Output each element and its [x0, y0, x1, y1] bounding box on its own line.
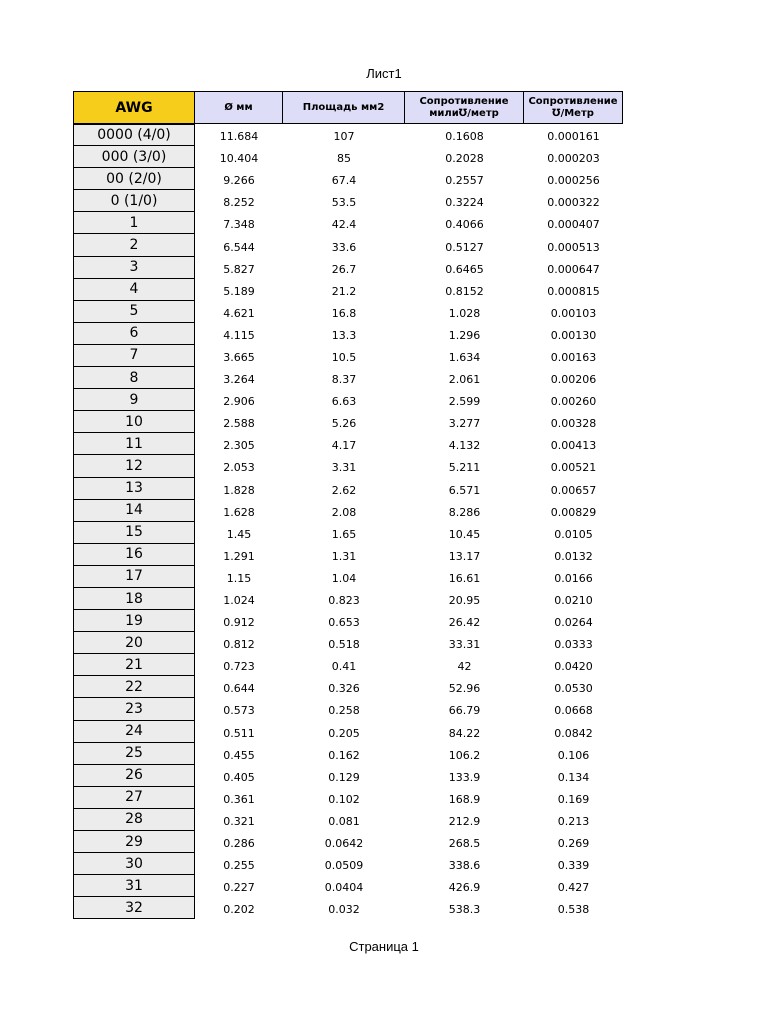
- area-cell: 0.032: [328, 903, 360, 917]
- awg-cell: 17: [73, 566, 195, 588]
- resistance-cell: 0.169: [557, 792, 590, 806]
- resistance-cell: 0.00163: [550, 350, 597, 364]
- resistance-milli-cell: 66.79: [448, 704, 481, 718]
- awg-cell: 23: [73, 698, 195, 720]
- resistance-milli-cell: 133.9: [448, 770, 481, 784]
- resistance-milli-cell: 1.028: [448, 306, 481, 320]
- resistance-milli-cell: 5.211: [448, 461, 481, 475]
- awg-cell: 3: [73, 257, 195, 279]
- table-body: [73, 124, 623, 919]
- awg-cell: 0000 (4/0): [73, 124, 195, 146]
- table-row: [73, 743, 623, 765]
- area-cell: 0.102: [328, 792, 360, 806]
- table-row: [73, 698, 623, 720]
- awg-cell: 12: [73, 455, 195, 477]
- awg-cell: 00 (2/0): [73, 168, 195, 190]
- area-cell: 0.205: [328, 726, 360, 740]
- area-cell: 26.7: [331, 262, 357, 276]
- area-cell: 1.65: [331, 527, 357, 541]
- resistance-cell: 0.339: [557, 859, 590, 873]
- resistance-cell: 0.134: [557, 770, 590, 784]
- resistance-milli-cell: 3.277: [448, 417, 481, 431]
- table-header-row: [73, 91, 623, 124]
- awg-cell: 2: [73, 234, 195, 256]
- diameter-cell: 0.912: [223, 616, 255, 630]
- header-resistance: Сопротивление ℧/Метр: [523, 91, 623, 124]
- awg-cell: 25: [73, 743, 195, 765]
- resistance-milli-cell: 0.4066: [445, 218, 484, 232]
- awg-cell: 8: [73, 367, 195, 389]
- area-cell: 0.0404: [324, 881, 364, 895]
- resistance-cell: 0.0264: [554, 616, 593, 630]
- awg-cell: 29: [73, 831, 195, 853]
- diameter-cell: 8.252: [223, 196, 255, 210]
- diameter-cell: 0.405: [223, 770, 255, 784]
- resistance-milli-cell: 106.2: [448, 748, 481, 762]
- diameter-cell: 3.665: [223, 350, 255, 364]
- table-row: [73, 566, 623, 588]
- table-row: [73, 257, 623, 279]
- resistance-cell: 0.00413: [550, 439, 597, 453]
- resistance-cell: 0.00206: [550, 373, 597, 387]
- awg-cell: 13: [73, 478, 195, 500]
- awg-cell: 24: [73, 721, 195, 743]
- resistance-cell: 0.269: [557, 837, 590, 851]
- resistance-cell: 0.000203: [547, 152, 600, 166]
- resistance-cell: 0.000161: [547, 130, 600, 144]
- awg-cell: 27: [73, 787, 195, 809]
- diameter-cell: 0.812: [223, 638, 255, 652]
- table-row: [73, 831, 623, 853]
- area-cell: 13.3: [331, 328, 357, 342]
- table-row: [73, 765, 623, 787]
- diameter-cell: 0.202: [223, 903, 255, 917]
- resistance-milli-cell: 0.6465: [445, 262, 484, 276]
- table-row: [73, 455, 623, 477]
- table-row: [73, 544, 623, 566]
- diameter-cell: 2.305: [223, 439, 255, 453]
- resistance-cell: 0.0842: [554, 726, 593, 740]
- table-row: [73, 367, 623, 389]
- resistance-milli-cell: 426.9: [448, 881, 481, 895]
- resistance-milli-cell: 0.2557: [445, 174, 484, 188]
- resistance-milli-cell: 0.3224: [445, 196, 484, 210]
- area-cell: 0.653: [328, 616, 360, 630]
- resistance-milli-cell: 16.61: [448, 571, 481, 585]
- area-cell: 0.162: [328, 748, 360, 762]
- resistance-milli-cell: 20.95: [448, 594, 481, 608]
- diameter-cell: 0.286: [223, 837, 255, 851]
- awg-cell: 31: [73, 875, 195, 897]
- awg-cell: 4: [73, 279, 195, 301]
- table-row: [73, 853, 623, 875]
- awg-cell: 9: [73, 389, 195, 411]
- table-row: [73, 389, 623, 411]
- diameter-cell: 5.827: [223, 262, 255, 276]
- resistance-milli-cell: 0.1608: [445, 130, 484, 144]
- resistance-cell: 0.0420: [554, 660, 593, 674]
- awg-cell: 000 (3/0): [73, 146, 195, 168]
- diameter-cell: 3.264: [223, 373, 255, 387]
- table-row: [73, 345, 623, 367]
- table-row: [73, 610, 623, 632]
- header-diameter: Ø мм: [194, 91, 283, 124]
- table-row: [73, 809, 623, 831]
- diameter-cell: 2.588: [223, 417, 255, 431]
- area-cell: 0.823: [328, 594, 360, 608]
- resistance-cell: 0.000815: [547, 284, 600, 298]
- resistance-milli-cell: 2.599: [448, 395, 481, 409]
- table-row: [73, 146, 623, 168]
- diameter-cell: 0.723: [223, 660, 255, 674]
- page-footer: Страница 1: [349, 939, 419, 954]
- resistance-cell: 0.00521: [550, 461, 597, 475]
- diameter-cell: 0.321: [223, 814, 255, 828]
- resistance-cell: 0.0105: [554, 527, 593, 541]
- table-row: [73, 654, 623, 676]
- resistance-cell: 0.000256: [547, 174, 600, 188]
- diameter-cell: 0.644: [223, 682, 255, 696]
- diameter-cell: 5.189: [223, 284, 255, 298]
- resistance-milli-cell: 4.132: [448, 439, 481, 453]
- diameter-cell: 1.024: [223, 594, 255, 608]
- resistance-milli-cell: 0.5127: [445, 240, 484, 254]
- area-cell: 0.081: [328, 814, 360, 828]
- table-row: [73, 500, 623, 522]
- area-cell: 1.04: [331, 571, 357, 585]
- resistance-cell: 0.00260: [550, 395, 597, 409]
- table-row: [73, 721, 623, 743]
- area-cell: 0.258: [328, 704, 360, 718]
- table-row: [73, 190, 623, 212]
- awg-cell: 26: [73, 765, 195, 787]
- area-cell: 3.31: [331, 461, 357, 475]
- resistance-milli-cell: 33.31: [448, 638, 481, 652]
- header-awg: AWG: [73, 91, 195, 124]
- resistance-milli-cell: 10.45: [448, 527, 481, 541]
- awg-cell: 1: [73, 212, 195, 234]
- resistance-milli-cell: 84.22: [448, 726, 481, 740]
- area-cell: 53.5: [331, 196, 357, 210]
- area-cell: 8.37: [331, 373, 357, 387]
- area-cell: 2.62: [331, 483, 357, 497]
- resistance-cell: 0.00657: [550, 483, 597, 497]
- table-row: [73, 588, 623, 610]
- resistance-cell: 0.538: [557, 903, 590, 917]
- awg-cell: 30: [73, 853, 195, 875]
- area-cell: 0.0642: [324, 837, 364, 851]
- header-resistance-milli: Сопротивление мили℧/метр: [404, 91, 524, 124]
- area-cell: 33.6: [331, 240, 357, 254]
- area-cell: 42.4: [331, 218, 357, 232]
- table-row: [73, 301, 623, 323]
- awg-cell: 28: [73, 809, 195, 831]
- awg-cell: 0 (1/0): [73, 190, 195, 212]
- awg-cell: 32: [73, 897, 195, 919]
- resistance-milli-cell: 6.571: [448, 483, 481, 497]
- awg-cell: 6: [73, 323, 195, 345]
- diameter-cell: 0.511: [223, 726, 255, 740]
- resistance-cell: 0.00829: [550, 505, 597, 519]
- table-row: [73, 323, 623, 345]
- table-row: [73, 234, 623, 256]
- resistance-cell: 0.0333: [554, 638, 593, 652]
- resistance-milli-cell: 0.2028: [445, 152, 484, 166]
- diameter-cell: 1.45: [226, 527, 252, 541]
- diameter-cell: 2.053: [223, 461, 255, 475]
- table-row: [73, 433, 623, 455]
- awg-cell: 14: [73, 500, 195, 522]
- resistance-cell: 0.0132: [554, 549, 593, 563]
- resistance-milli-cell: 2.061: [448, 373, 481, 387]
- resistance-milli-cell: 26.42: [448, 616, 481, 630]
- table-row: [73, 168, 623, 190]
- diameter-cell: 1.15: [226, 571, 252, 585]
- resistance-milli-cell: 8.286: [448, 505, 481, 519]
- resistance-milli-cell: 52.96: [448, 682, 481, 696]
- resistance-milli-cell: 168.9: [448, 792, 481, 806]
- area-cell: 16.8: [331, 306, 357, 320]
- area-cell: 6.63: [331, 395, 357, 409]
- resistance-milli-cell: 538.3: [448, 903, 481, 917]
- area-cell: 5.26: [331, 417, 357, 431]
- area-cell: 2.08: [331, 505, 357, 519]
- resistance-cell: 0.00103: [550, 306, 597, 320]
- area-cell: 0.129: [328, 770, 360, 784]
- awg-cell: 22: [73, 676, 195, 698]
- table-row: [73, 676, 623, 698]
- resistance-cell: 0.106: [557, 748, 590, 762]
- table-row: [73, 279, 623, 301]
- table-row: [73, 897, 623, 919]
- diameter-cell: 1.628: [223, 505, 255, 519]
- resistance-cell: 0.0166: [554, 571, 593, 585]
- resistance-milli-cell: 338.6: [448, 859, 481, 873]
- diameter-cell: 4.115: [223, 328, 255, 342]
- table-row: [73, 212, 623, 234]
- area-cell: 67.4: [331, 174, 357, 188]
- diameter-cell: 2.906: [223, 395, 255, 409]
- area-cell: 4.17: [331, 439, 357, 453]
- awg-cell: 15: [73, 522, 195, 544]
- resistance-cell: 0.00328: [550, 417, 597, 431]
- diameter-cell: 10.404: [219, 152, 259, 166]
- diameter-cell: 0.573: [223, 704, 255, 718]
- resistance-cell: 0.00130: [550, 328, 597, 342]
- resistance-cell: 0.000647: [547, 262, 600, 276]
- resistance-cell: 0.0668: [554, 704, 593, 718]
- resistance-cell: 0.000407: [547, 218, 600, 232]
- diameter-cell: 6.544: [223, 240, 255, 254]
- diameter-cell: 4.621: [223, 306, 255, 320]
- resistance-milli-cell: 42: [457, 660, 472, 674]
- table-row: [73, 875, 623, 897]
- area-cell: 10.5: [331, 350, 357, 364]
- resistance-milli-cell: 1.634: [448, 350, 481, 364]
- resistance-cell: 0.000513: [547, 240, 600, 254]
- resistance-cell: 0.427: [557, 881, 590, 895]
- area-cell: 107: [333, 130, 355, 144]
- table-row: [73, 124, 623, 146]
- awg-cell: 10: [73, 411, 195, 433]
- diameter-cell: 0.361: [223, 792, 255, 806]
- table-row: [73, 478, 623, 500]
- area-cell: 0.41: [331, 660, 357, 674]
- area-cell: 85: [337, 152, 351, 166]
- resistance-milli-cell: 0.8152: [445, 284, 484, 298]
- table-row: [73, 632, 623, 654]
- header-area: Площадь мм2: [282, 91, 405, 124]
- resistance-cell: 0.0210: [554, 594, 593, 608]
- resistance-milli-cell: 268.5: [448, 837, 481, 851]
- area-cell: 21.2: [331, 284, 357, 298]
- diameter-cell: 11.684: [219, 130, 259, 144]
- diameter-cell: 1.291: [223, 549, 255, 563]
- awg-cell: 20: [73, 632, 195, 654]
- diameter-cell: 9.266: [223, 174, 255, 188]
- awg-cell: 16: [73, 544, 195, 566]
- awg-cell: 7: [73, 345, 195, 367]
- diameter-cell: 0.255: [223, 859, 255, 873]
- diameter-cell: 1.828: [223, 483, 255, 497]
- resistance-cell: 0.0530: [554, 682, 593, 696]
- resistance-milli-cell: 1.296: [448, 328, 481, 342]
- diameter-cell: 7.348: [223, 218, 255, 232]
- sheet-title: Лист1: [366, 66, 402, 81]
- diameter-cell: 0.227: [223, 881, 255, 895]
- awg-cell: 18: [73, 588, 195, 610]
- awg-cell: 5: [73, 301, 195, 323]
- awg-cell: 11: [73, 433, 195, 455]
- area-cell: 0.518: [328, 638, 360, 652]
- table-row: [73, 787, 623, 809]
- resistance-cell: 0.000322: [547, 196, 600, 210]
- diameter-cell: 0.455: [223, 748, 255, 762]
- table-row: [73, 522, 623, 544]
- table-row: [73, 411, 623, 433]
- area-cell: 1.31: [331, 549, 357, 563]
- area-cell: 0.0509: [324, 859, 364, 873]
- resistance-milli-cell: 212.9: [448, 814, 481, 828]
- resistance-milli-cell: 13.17: [448, 549, 481, 563]
- awg-cell: 21: [73, 654, 195, 676]
- awg-cell: 19: [73, 610, 195, 632]
- area-cell: 0.326: [328, 682, 360, 696]
- resistance-cell: 0.213: [557, 814, 590, 828]
